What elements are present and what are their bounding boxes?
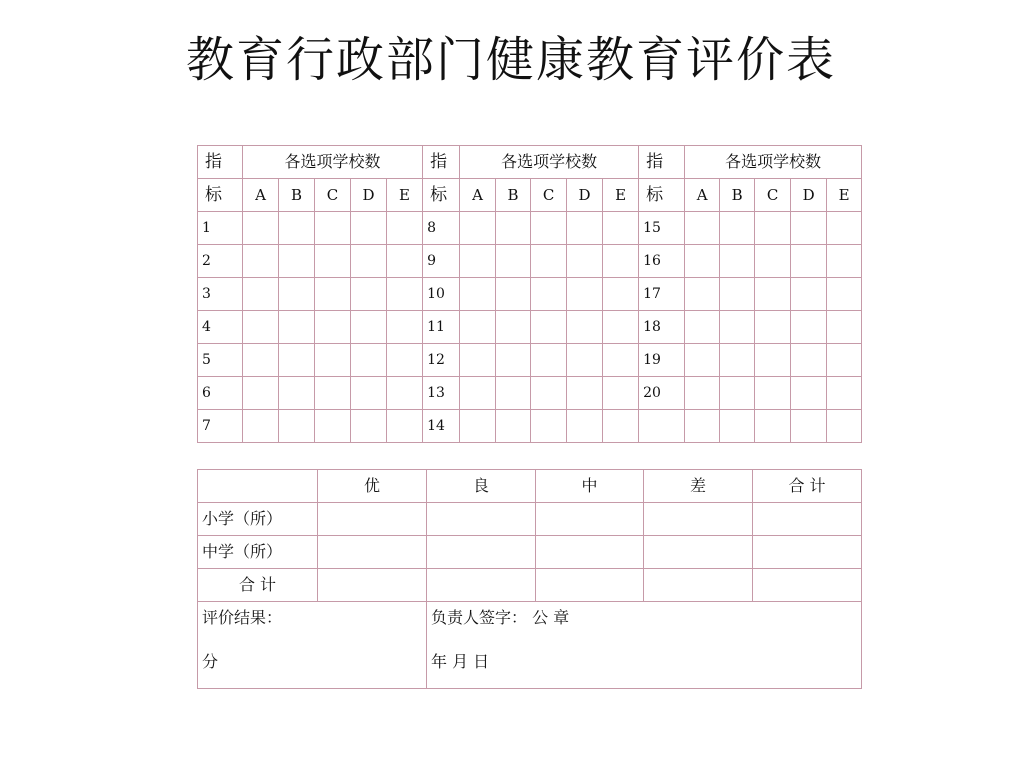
count-cell[interactable] — [243, 344, 279, 377]
indicator-label-bottom: 标 — [639, 179, 685, 212]
count-cell[interactable] — [720, 377, 755, 410]
indicator-number: 12 — [423, 344, 460, 377]
count-cell[interactable] — [720, 344, 755, 377]
summary-header-row — [198, 470, 862, 503]
count-cell[interactable] — [351, 278, 387, 311]
count-cell[interactable] — [496, 245, 531, 278]
count-cell[interactable] — [387, 278, 423, 311]
option-header: E — [387, 179, 423, 212]
indicator-number: 10 — [423, 278, 460, 311]
count-cell[interactable] — [603, 212, 639, 245]
count-cell[interactable] — [791, 311, 827, 344]
summary-cell[interactable] — [318, 503, 427, 536]
count-cell[interactable] — [351, 245, 387, 278]
summary-cell[interactable] — [644, 536, 753, 569]
count-cell[interactable] — [791, 377, 827, 410]
count-cell[interactable] — [387, 410, 423, 443]
count-cell[interactable] — [387, 245, 423, 278]
count-cell[interactable] — [827, 377, 862, 410]
count-cell[interactable] — [720, 212, 755, 245]
count-cell[interactable] — [531, 344, 567, 377]
count-cell[interactable] — [827, 245, 862, 278]
count-cell[interactable] — [496, 410, 531, 443]
category-header: 合 计 — [753, 470, 862, 503]
table-row — [198, 278, 862, 311]
count-cell[interactable] — [720, 245, 755, 278]
count-cell[interactable] — [460, 377, 496, 410]
summary-cell[interactable] — [427, 536, 536, 569]
indicator-number: 13 — [423, 377, 460, 410]
group-header: 各选项学校数 — [243, 146, 423, 179]
summary-cell[interactable] — [536, 536, 644, 569]
table-row — [198, 245, 862, 278]
count-cell[interactable] — [279, 344, 315, 377]
indicator-number: 4 — [198, 311, 243, 344]
count-cell[interactable] — [827, 410, 862, 443]
count-cell[interactable] — [720, 311, 755, 344]
indicator-number: 6 — [198, 377, 243, 410]
count-cell[interactable] — [315, 377, 351, 410]
count-cell[interactable] — [791, 212, 827, 245]
table-row — [198, 569, 862, 602]
count-cell[interactable] — [243, 311, 279, 344]
count-cell[interactable] — [460, 344, 496, 377]
count-cell[interactable] — [567, 245, 603, 278]
summary-table — [197, 469, 862, 689]
count-cell[interactable] — [603, 311, 639, 344]
row-label: 合 计 — [198, 569, 318, 602]
count-cell[interactable] — [827, 311, 862, 344]
option-header: B — [279, 179, 315, 212]
count-cell[interactable] — [279, 377, 315, 410]
summary-cell[interactable] — [753, 569, 862, 602]
summary-corner-cell — [198, 470, 318, 503]
count-cell[interactable] — [685, 344, 720, 377]
count-cell[interactable] — [496, 377, 531, 410]
count-cell[interactable] — [496, 212, 531, 245]
summary-cell[interactable] — [536, 569, 644, 602]
evaluation-result-label: 评价结果： — [202, 608, 283, 627]
option-header: A — [685, 179, 720, 212]
indicator-number: 2 — [198, 245, 243, 278]
count-cell[interactable] — [603, 410, 639, 443]
summary-cell[interactable] — [753, 503, 862, 536]
count-cell[interactable] — [243, 245, 279, 278]
summary-cell[interactable] — [644, 569, 753, 602]
indicator-number: 14 — [423, 410, 460, 443]
signature-cell[interactable] — [427, 602, 862, 689]
indicator-number: 15 — [639, 212, 685, 245]
count-cell[interactable] — [531, 212, 567, 245]
count-cell[interactable] — [279, 410, 315, 443]
evaluation-cell[interactable] — [198, 602, 427, 689]
table-row — [198, 212, 862, 245]
count-cell[interactable] — [827, 278, 862, 311]
count-cell[interactable] — [755, 410, 791, 443]
count-cell[interactable] — [827, 212, 862, 245]
option-header: A — [460, 179, 496, 212]
count-cell[interactable] — [496, 344, 531, 377]
count-cell[interactable] — [243, 377, 279, 410]
indicator-number: 7 — [198, 410, 243, 443]
option-header: E — [827, 179, 862, 212]
option-header: D — [567, 179, 603, 212]
count-cell[interactable] — [755, 344, 791, 377]
indicator-number: 5 — [198, 344, 243, 377]
category-header: 中 — [536, 470, 644, 503]
count-cell[interactable] — [685, 245, 720, 278]
indicator-label-top: 指 — [639, 146, 685, 179]
indicator-number: 18 — [639, 311, 685, 344]
indicator-number: 20 — [639, 377, 685, 410]
row-label: 小学（所） — [198, 503, 318, 536]
count-cell[interactable] — [315, 344, 351, 377]
count-cell[interactable] — [460, 311, 496, 344]
count-cell[interactable] — [603, 278, 639, 311]
indicator-label-bottom: 标 — [423, 179, 460, 212]
count-cell[interactable] — [315, 212, 351, 245]
count-cell[interactable] — [351, 344, 387, 377]
summary-cell[interactable] — [644, 503, 753, 536]
count-cell[interactable] — [496, 278, 531, 311]
grid-option-row — [198, 179, 862, 212]
count-cell[interactable] — [460, 278, 496, 311]
summary-cell[interactable] — [753, 536, 862, 569]
indicator-number: 11 — [423, 311, 460, 344]
table-row — [198, 344, 862, 377]
count-cell[interactable] — [531, 311, 567, 344]
count-cell[interactable] — [351, 311, 387, 344]
option-header: E — [603, 179, 639, 212]
indicator-number: 1 — [198, 212, 243, 245]
summary-cell[interactable] — [427, 503, 536, 536]
summary-cell[interactable] — [318, 536, 427, 569]
table-row — [198, 311, 862, 344]
signature-label: 负责人签字： 公 章 — [431, 608, 570, 627]
indicator-number: 9 — [423, 245, 460, 278]
table-row — [198, 503, 862, 536]
indicator-number: 8 — [423, 212, 460, 245]
indicator-grid — [197, 145, 862, 443]
count-cell[interactable] — [685, 212, 720, 245]
score-label: 分 — [202, 652, 219, 671]
count-cell[interactable] — [279, 212, 315, 245]
summary-cell[interactable] — [318, 569, 427, 602]
option-header: A — [243, 179, 279, 212]
group-header: 各选项学校数 — [685, 146, 862, 179]
count-cell[interactable] — [243, 278, 279, 311]
category-header: 优 — [318, 470, 427, 503]
indicator-number: 19 — [639, 344, 685, 377]
count-cell[interactable] — [567, 311, 603, 344]
count-cell[interactable] — [685, 377, 720, 410]
count-cell[interactable] — [720, 278, 755, 311]
count-cell[interactable] — [755, 377, 791, 410]
category-header: 良 — [427, 470, 536, 503]
count-cell[interactable] — [279, 278, 315, 311]
count-cell[interactable] — [460, 245, 496, 278]
count-cell[interactable] — [567, 410, 603, 443]
count-cell[interactable] — [531, 245, 567, 278]
count-cell[interactable] — [387, 311, 423, 344]
count-cell[interactable] — [243, 410, 279, 443]
count-cell[interactable] — [685, 311, 720, 344]
count-cell[interactable] — [351, 377, 387, 410]
grid-header-row — [198, 146, 862, 179]
indicator-label-bottom: 标 — [198, 179, 243, 212]
count-cell[interactable] — [603, 245, 639, 278]
row-label: 中学（所） — [198, 536, 318, 569]
count-cell[interactable] — [755, 212, 791, 245]
count-cell[interactable] — [279, 311, 315, 344]
count-cell[interactable] — [791, 344, 827, 377]
count-cell[interactable] — [567, 212, 603, 245]
indicator-number: 17 — [639, 278, 685, 311]
indicator-number — [639, 410, 685, 443]
option-header: D — [351, 179, 387, 212]
count-cell[interactable] — [315, 278, 351, 311]
count-cell[interactable] — [279, 245, 315, 278]
count-cell[interactable] — [387, 377, 423, 410]
count-cell[interactable] — [791, 278, 827, 311]
option-header: C — [755, 179, 791, 212]
count-cell[interactable] — [603, 377, 639, 410]
count-cell[interactable] — [351, 212, 387, 245]
count-cell[interactable] — [567, 377, 603, 410]
count-cell[interactable] — [531, 278, 567, 311]
footer-row — [198, 602, 862, 689]
count-cell[interactable] — [315, 311, 351, 344]
indicator-label-top: 指 — [423, 146, 460, 179]
option-header: C — [531, 179, 567, 212]
count-cell[interactable] — [531, 410, 567, 443]
count-cell[interactable] — [791, 245, 827, 278]
count-cell[interactable] — [755, 245, 791, 278]
option-header: D — [791, 179, 827, 212]
date-label: 年 月 日 — [431, 652, 490, 671]
count-cell[interactable] — [243, 212, 279, 245]
count-cell[interactable] — [351, 410, 387, 443]
count-cell[interactable] — [685, 278, 720, 311]
summary-cell[interactable] — [427, 569, 536, 602]
option-header: B — [720, 179, 755, 212]
table-row — [198, 410, 862, 443]
count-cell[interactable] — [315, 410, 351, 443]
option-header: C — [315, 179, 351, 212]
count-cell[interactable] — [791, 410, 827, 443]
count-cell[interactable] — [720, 410, 755, 443]
count-cell[interactable] — [827, 344, 862, 377]
count-cell[interactable] — [685, 410, 720, 443]
summary-cell[interactable] — [536, 503, 644, 536]
group-header: 各选项学校数 — [460, 146, 639, 179]
count-cell[interactable] — [460, 212, 496, 245]
table-row — [198, 536, 862, 569]
count-cell[interactable] — [387, 212, 423, 245]
count-cell[interactable] — [387, 344, 423, 377]
count-cell[interactable] — [755, 278, 791, 311]
indicator-label-top: 指 — [198, 146, 243, 179]
page-title: 教育行政部门健康教育评价表 — [186, 32, 837, 88]
count-cell[interactable] — [567, 344, 603, 377]
table-row — [198, 377, 862, 410]
count-cell[interactable] — [315, 245, 351, 278]
count-cell[interactable] — [496, 311, 531, 344]
category-header: 差 — [644, 470, 753, 503]
count-cell[interactable] — [567, 278, 603, 311]
indicator-number: 16 — [639, 245, 685, 278]
count-cell[interactable] — [755, 311, 791, 344]
count-cell[interactable] — [531, 377, 567, 410]
count-cell[interactable] — [460, 410, 496, 443]
count-cell[interactable] — [603, 344, 639, 377]
option-header: B — [496, 179, 531, 212]
indicator-number: 3 — [198, 278, 243, 311]
